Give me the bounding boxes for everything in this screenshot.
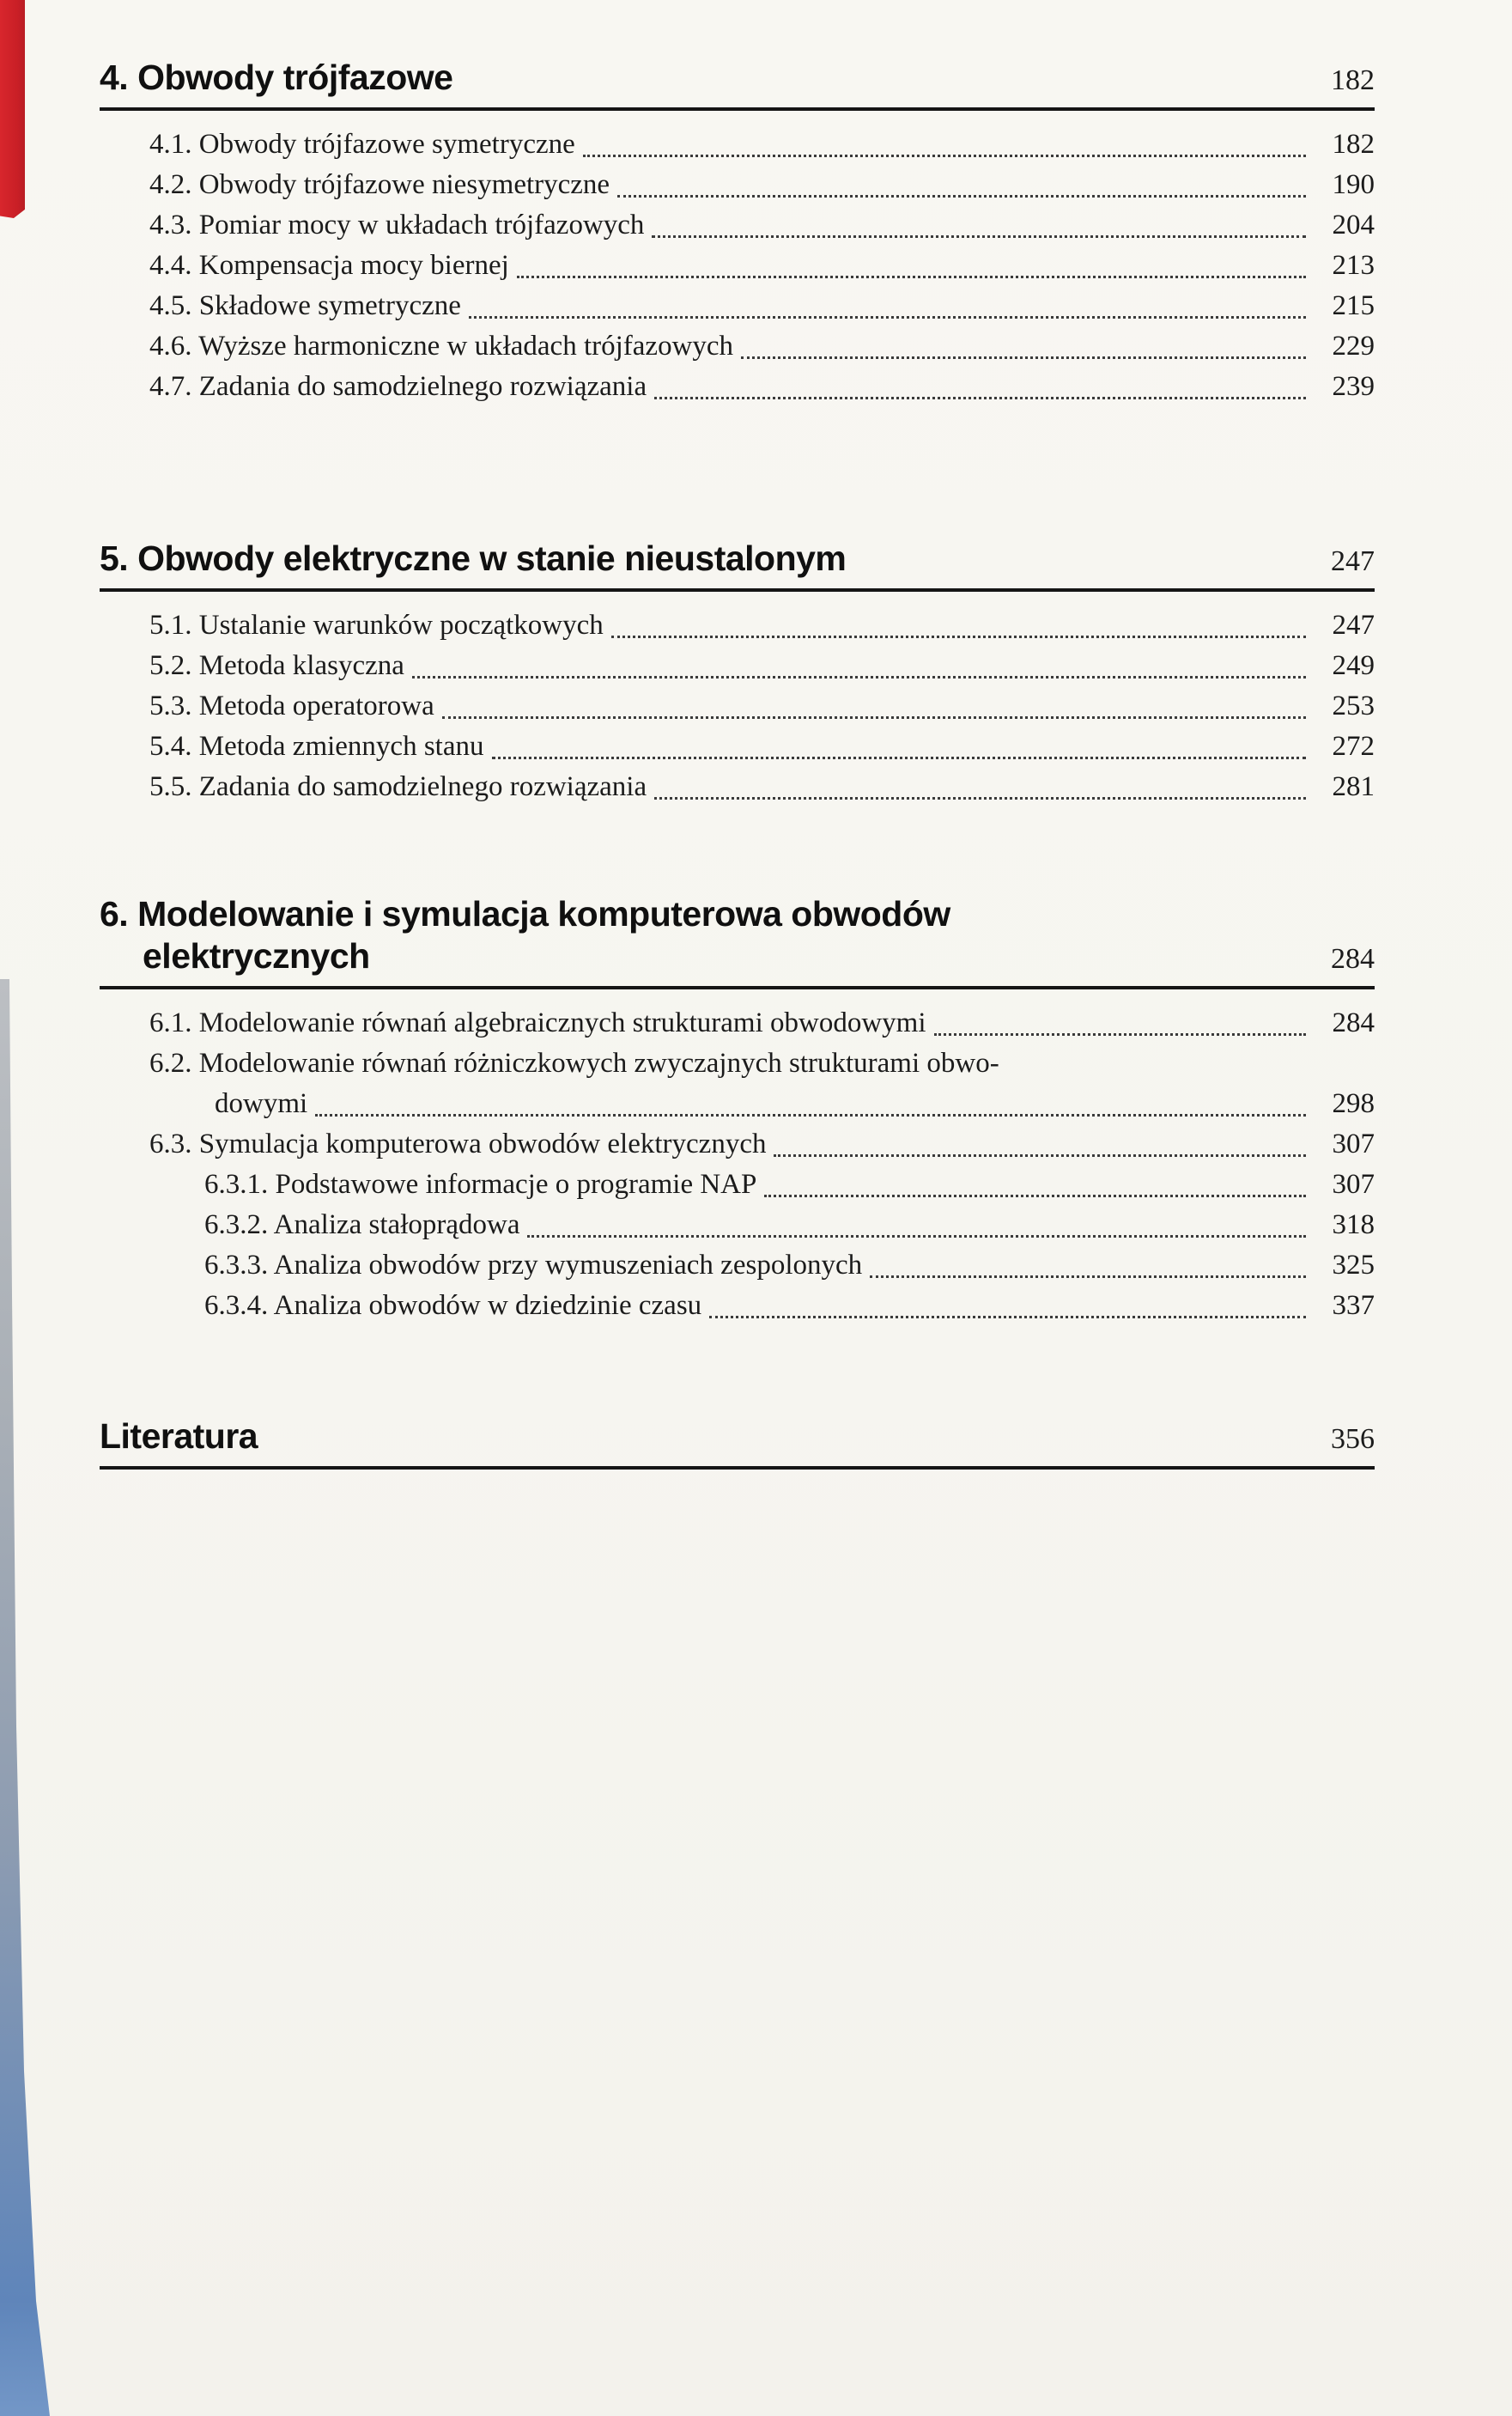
toc-entry [149,606,1375,646]
dotted-leader [583,155,1306,157]
toc-entry-label: 4.6. Wyższe harmoniczne w układach trójfazowych [149,331,734,362]
section-title [100,57,1331,99]
toc-entry-label: 4.3. Pomiar mocy w układach trójfazowych [149,210,645,240]
section-page-number: 284 [1331,943,1375,975]
toc-entry-label: 6.2. Modelowanie równań różniczkowych zwyczajnych strukturami obwo- [149,1048,999,1079]
dotted-leader [412,676,1306,679]
toc-entry [149,286,1375,326]
dotted-leader [934,1033,1306,1036]
section-header [100,538,1375,592]
toc-entry [149,767,1375,807]
toc-entry-page: 182 [1332,129,1375,160]
toc-entry [149,125,1375,165]
toc-entry-label: 6.3.4. Analiza obwodów w dziedzinie czasu [204,1290,702,1321]
dotted-leader [517,276,1306,278]
toc-entry [149,205,1375,246]
toc-entry-page: 298 [1332,1088,1375,1119]
dotted-leader [654,797,1306,800]
section-header [100,1415,1375,1470]
toc-entry-label-continued: dowymi [215,1088,308,1119]
section-header [100,893,1375,989]
section-entries [100,111,1375,407]
section-entries [100,592,1375,807]
section-title [100,1415,1331,1458]
section-page-number: 356 [1331,1423,1375,1455]
toc-entry-page: 325 [1332,1250,1375,1281]
toc-entry [149,1286,1375,1326]
toc-section-5 [100,538,1375,807]
section-title-line: Literatura [100,1416,258,1456]
toc-entry-page: 253 [1332,691,1375,721]
toc-entry-label: 4.1. Obwody trójfazowe symetryczne [149,129,575,160]
toc-entry [149,646,1375,686]
toc-entry [149,686,1375,727]
toc-entry-label: 5.4. Metoda zmiennych stanu [149,731,484,762]
toc-entry [149,1165,1375,1205]
toc-entry-page: 284 [1332,1007,1375,1038]
toc-section-literatura [100,1415,1375,1470]
toc-entry-label: 4.7. Zadania do samodzielnego rozwiązania [149,371,647,402]
dotted-leader [492,757,1307,759]
toc-entry-page: 337 [1332,1290,1375,1321]
dotted-leader [617,195,1306,198]
dotted-leader [527,1235,1306,1238]
toc-entry-page: 307 [1332,1129,1375,1159]
dotted-leader [764,1195,1306,1197]
toc-entry-label: 6.3. Symulacja komputerowa obwodów elektrycznych [149,1129,767,1159]
section-title-line: elektrycznych [143,936,370,976]
toc-entry [149,246,1375,286]
toc-entry [149,326,1375,367]
toc-entry-page: 215 [1332,290,1375,321]
toc-entry-page: 247 [1332,610,1375,641]
toc-entry-page: 204 [1332,210,1375,240]
toc-entry [149,1245,1375,1286]
dotted-leader [469,316,1306,319]
section-page-number: 182 [1331,64,1375,96]
dotted-leader [652,235,1306,238]
toc-section-6 [100,893,1375,1326]
toc-section-4 [100,57,1375,407]
dotted-leader [442,716,1306,719]
section-title [100,538,1331,580]
toc-entry-page: 318 [1332,1209,1375,1240]
toc-entry-label: 6.1. Modelowanie równań algebraicznych strukturami obwodowymi [149,1007,926,1038]
toc-entry-label: 6.3.2. Analiza stałoprądowa [204,1209,520,1240]
dotted-leader [774,1154,1306,1157]
toc-entry [149,367,1375,407]
toc-entry-label: 4.4. Kompensacja mocy biernej [149,250,509,281]
dotted-leader [654,397,1306,399]
toc-entry [149,727,1375,767]
toc-entry-page: 229 [1332,331,1375,362]
section-title-line: 5. Obwody elektryczne w stanie nieustalonym [100,539,847,578]
toc-entry-page: 213 [1332,250,1375,281]
toc-entry-label: 5.1. Ustalanie warunków początkowych [149,610,604,641]
toc-entry-page: 190 [1332,169,1375,200]
toc-entry-label: 5.5. Zadania do samodzielnego rozwiązania [149,771,647,802]
toc-entry [149,1124,1375,1165]
toc-entry-page: 249 [1332,650,1375,681]
dotted-leader [315,1114,1306,1117]
dotted-leader [709,1316,1306,1318]
section-title [100,893,1331,977]
toc-entry-label: 6.3.1. Podstawowe informacje o programie NAP [204,1169,757,1200]
toc-entry [149,165,1375,205]
toc-entry-page: 239 [1332,371,1375,402]
toc-entry-label: 5.2. Metoda klasyczna [149,650,404,681]
toc-entry-page: 281 [1332,771,1375,802]
toc-entry-label: 6.3.3. Analiza obwodów przy wymuszeniach zespolonych [204,1250,863,1281]
section-entries [100,989,1375,1326]
toc-entry-label: 5.3. Metoda operatorowa [149,691,434,721]
dotted-leader [741,356,1306,359]
toc-entry [149,1003,1375,1044]
dotted-leader [611,636,1306,638]
section-title-line: 6. Modelowanie i symulacja komputerowa obwodów [100,894,950,934]
toc-entry-page: 307 [1332,1169,1375,1200]
section-page-number: 247 [1331,545,1375,577]
toc-entry-label: 4.5. Składowe symetryczne [149,290,461,321]
toc-entry-label: 4.2. Obwody trójfazowe niesymetryczne [149,169,610,200]
toc-entry-page: 272 [1332,731,1375,762]
dotted-leader [870,1275,1306,1278]
section-header [100,57,1375,111]
toc-entry [149,1205,1375,1245]
section-title-line: 4. Obwody trójfazowe [100,58,453,97]
toc-entry [149,1044,1375,1124]
